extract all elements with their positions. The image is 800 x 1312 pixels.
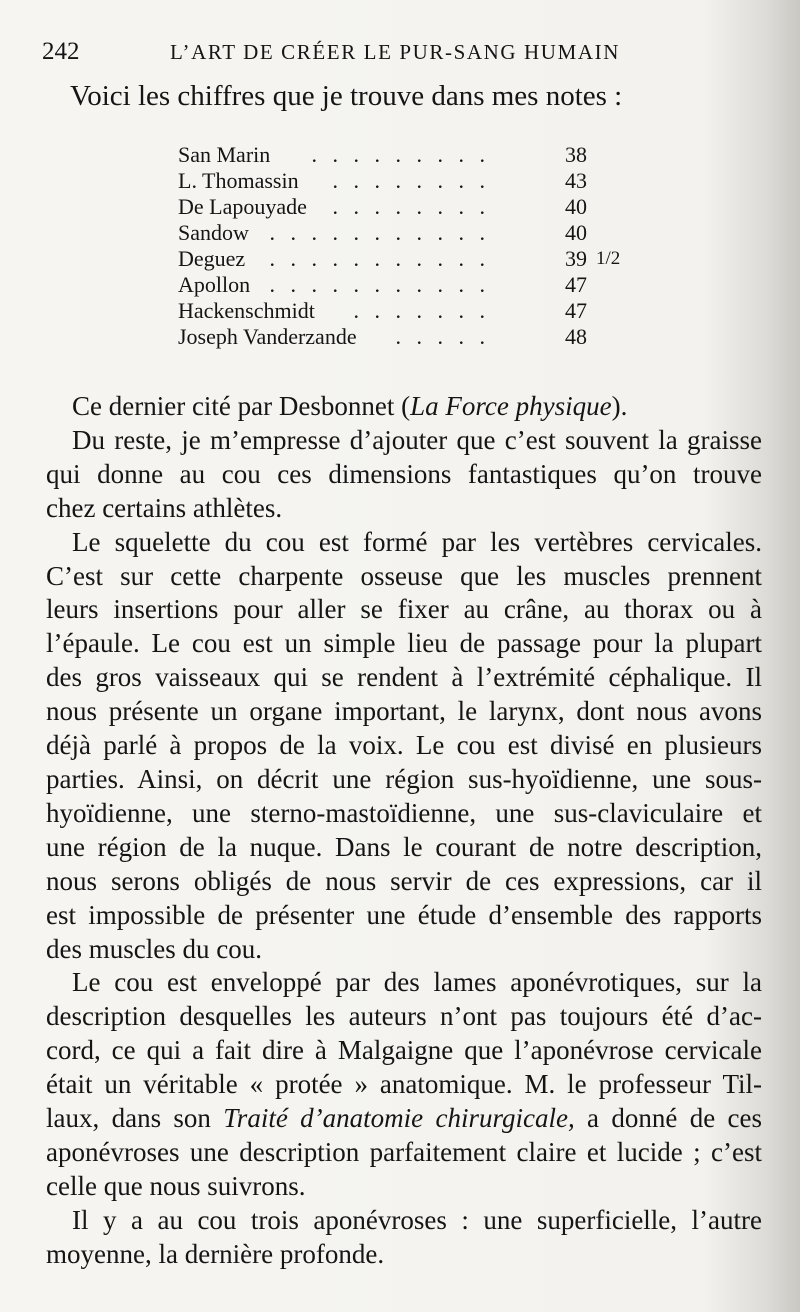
- text-line: une région de la nuque. Dans le courant de notre description,: [46, 831, 762, 862]
- paragraph-trois-aponevroses: [46, 1204, 762, 1272]
- paragraph-graisse: [46, 424, 762, 526]
- athlete-name: Deguez: [178, 246, 246, 271]
- text-line: déjà parlé à propos de la voix. Le cou est divisé en plusieurs: [46, 730, 762, 761]
- intro-sentence: Voici les chiffres que je trouve dans mes notes :: [70, 80, 623, 112]
- leader-dots: . . . . .: [395, 324, 490, 349]
- page-header: [42, 38, 652, 68]
- text-line: celle que nous suivrons.: [46, 1170, 306, 1201]
- text-line: des gros vaisseaux qui se rendent à l’extrémité céphalique. Il: [46, 662, 762, 693]
- text-run: a donné de ces: [574, 1103, 763, 1134]
- text-line: cord, ce qui a fait dire à Malgaigne que l’aponévrose cervicale: [46, 1035, 762, 1066]
- table-row: [178, 246, 638, 272]
- measurement-value: 48: [565, 324, 587, 349]
- text-line: qui donne au cou ces dimensions fantastiques qu’on trouve: [46, 458, 762, 489]
- text-line: hyoïdienne, une sterno-mastoïdienne, une sus-claviculaire et: [46, 797, 762, 828]
- athlete-name: San Marin: [178, 142, 271, 167]
- paragraph-desbonnet: [46, 390, 762, 424]
- book-title: La Force physique: [410, 391, 612, 421]
- measurement-value: 40: [565, 194, 587, 219]
- text-line: [46, 1102, 762, 1136]
- paragraph-squelette: [46, 526, 762, 967]
- text-line: description desquelles les auteurs n’ont pas toujours été d’ac-: [46, 1001, 762, 1032]
- table-row: [178, 220, 638, 246]
- measurement-value: 39: [565, 246, 587, 271]
- table-row: [178, 194, 638, 220]
- book-title: Traité d’anatomie chirurgicale,: [223, 1103, 575, 1134]
- text-line: [46, 390, 762, 424]
- athlete-name: L. Thomassin: [178, 168, 299, 193]
- neck-measurements-table: [178, 142, 638, 350]
- measurement-value: 38: [565, 142, 587, 167]
- measurement-value: 43: [565, 168, 587, 193]
- page-number: 242: [42, 38, 80, 65]
- text-line: est impossible de présenter une étude d’ensemble des rapports: [46, 899, 762, 930]
- measurement-value: 47: [565, 298, 587, 323]
- text-run: ).: [611, 391, 628, 421]
- text-line: Du reste, je m’empresse d’ajouter que c’est souvent la graisse: [72, 424, 762, 455]
- text-line: moyenne, la dernière profonde.: [46, 1238, 385, 1269]
- athlete-name: Apollon: [178, 272, 251, 297]
- leader-dots: . . . . . . . .: [332, 194, 490, 219]
- text-line: était un véritable « protée » anatomique. M. le professeur Til-: [46, 1069, 762, 1100]
- text-line: nous serons obligés de nous servir de ces expressions, car il: [46, 865, 762, 896]
- athlete-name: De Lapouyade: [178, 194, 307, 219]
- leader-dots: . . . . . . . . . . .: [269, 220, 490, 245]
- measurement-value: 40: [565, 220, 587, 245]
- text-line: aponévroses une description parfaitement claire et lucide ; c’est: [46, 1136, 762, 1167]
- leader-dots: . . . . . . .: [353, 298, 490, 323]
- running-title: L’ART DE CRÉER LE PUR-SANG HUMAIN: [170, 40, 620, 64]
- measurement-fraction: 1/2: [596, 248, 621, 269]
- leader-dots: . . . . . . . . . . .: [269, 272, 490, 297]
- leader-dots: . . . . . . . .: [332, 168, 490, 193]
- measurement-value: 47: [565, 272, 587, 297]
- table-row: [178, 324, 638, 350]
- text-run: laux, dans son: [46, 1103, 224, 1134]
- text-line: Il y a au cou trois aponévroses : une superficielle, l’autre: [72, 1204, 762, 1235]
- text-line: des muscles du cou.: [46, 933, 262, 964]
- text-run: Ce dernier cité par Desbonnet (: [72, 391, 411, 421]
- text-line: parties. Ainsi, on décrit une région sus-hyoïdienne, une sous-: [46, 763, 762, 794]
- text-line: nous présente un organe important, le larynx, dont nous avons: [46, 696, 762, 727]
- table-row: [178, 272, 638, 298]
- text-line: Le cou est enveloppé par des lames aponévrotiques, sur la: [72, 967, 762, 998]
- athlete-name: Sandow: [178, 220, 249, 245]
- table-row: [178, 142, 638, 168]
- text-line: l’épaule. Le cou est un simple lieu de passage pour la plupart: [46, 628, 762, 659]
- athlete-name: Joseph Vanderzande: [178, 324, 357, 349]
- text-line: chez certains athlètes.: [46, 492, 283, 523]
- leader-dots: . . . . . . . . .: [311, 142, 490, 167]
- text-line: leurs insertions pour aller se fixer au crâne, au thorax ou à: [46, 594, 762, 625]
- table-row: [178, 168, 638, 194]
- leader-dots: . . . . . . . . . . .: [269, 246, 490, 271]
- body-text: [46, 390, 762, 1272]
- table-row: [178, 298, 638, 324]
- paragraph-aponevroses: [46, 966, 762, 1203]
- text-line: C’est sur cette charpente osseuse que les muscles prennent: [46, 560, 762, 591]
- athlete-name: Hackenschmidt: [178, 298, 315, 323]
- text-line: Le squelette du cou est formé par les vertèbres cervicales.: [72, 526, 762, 557]
